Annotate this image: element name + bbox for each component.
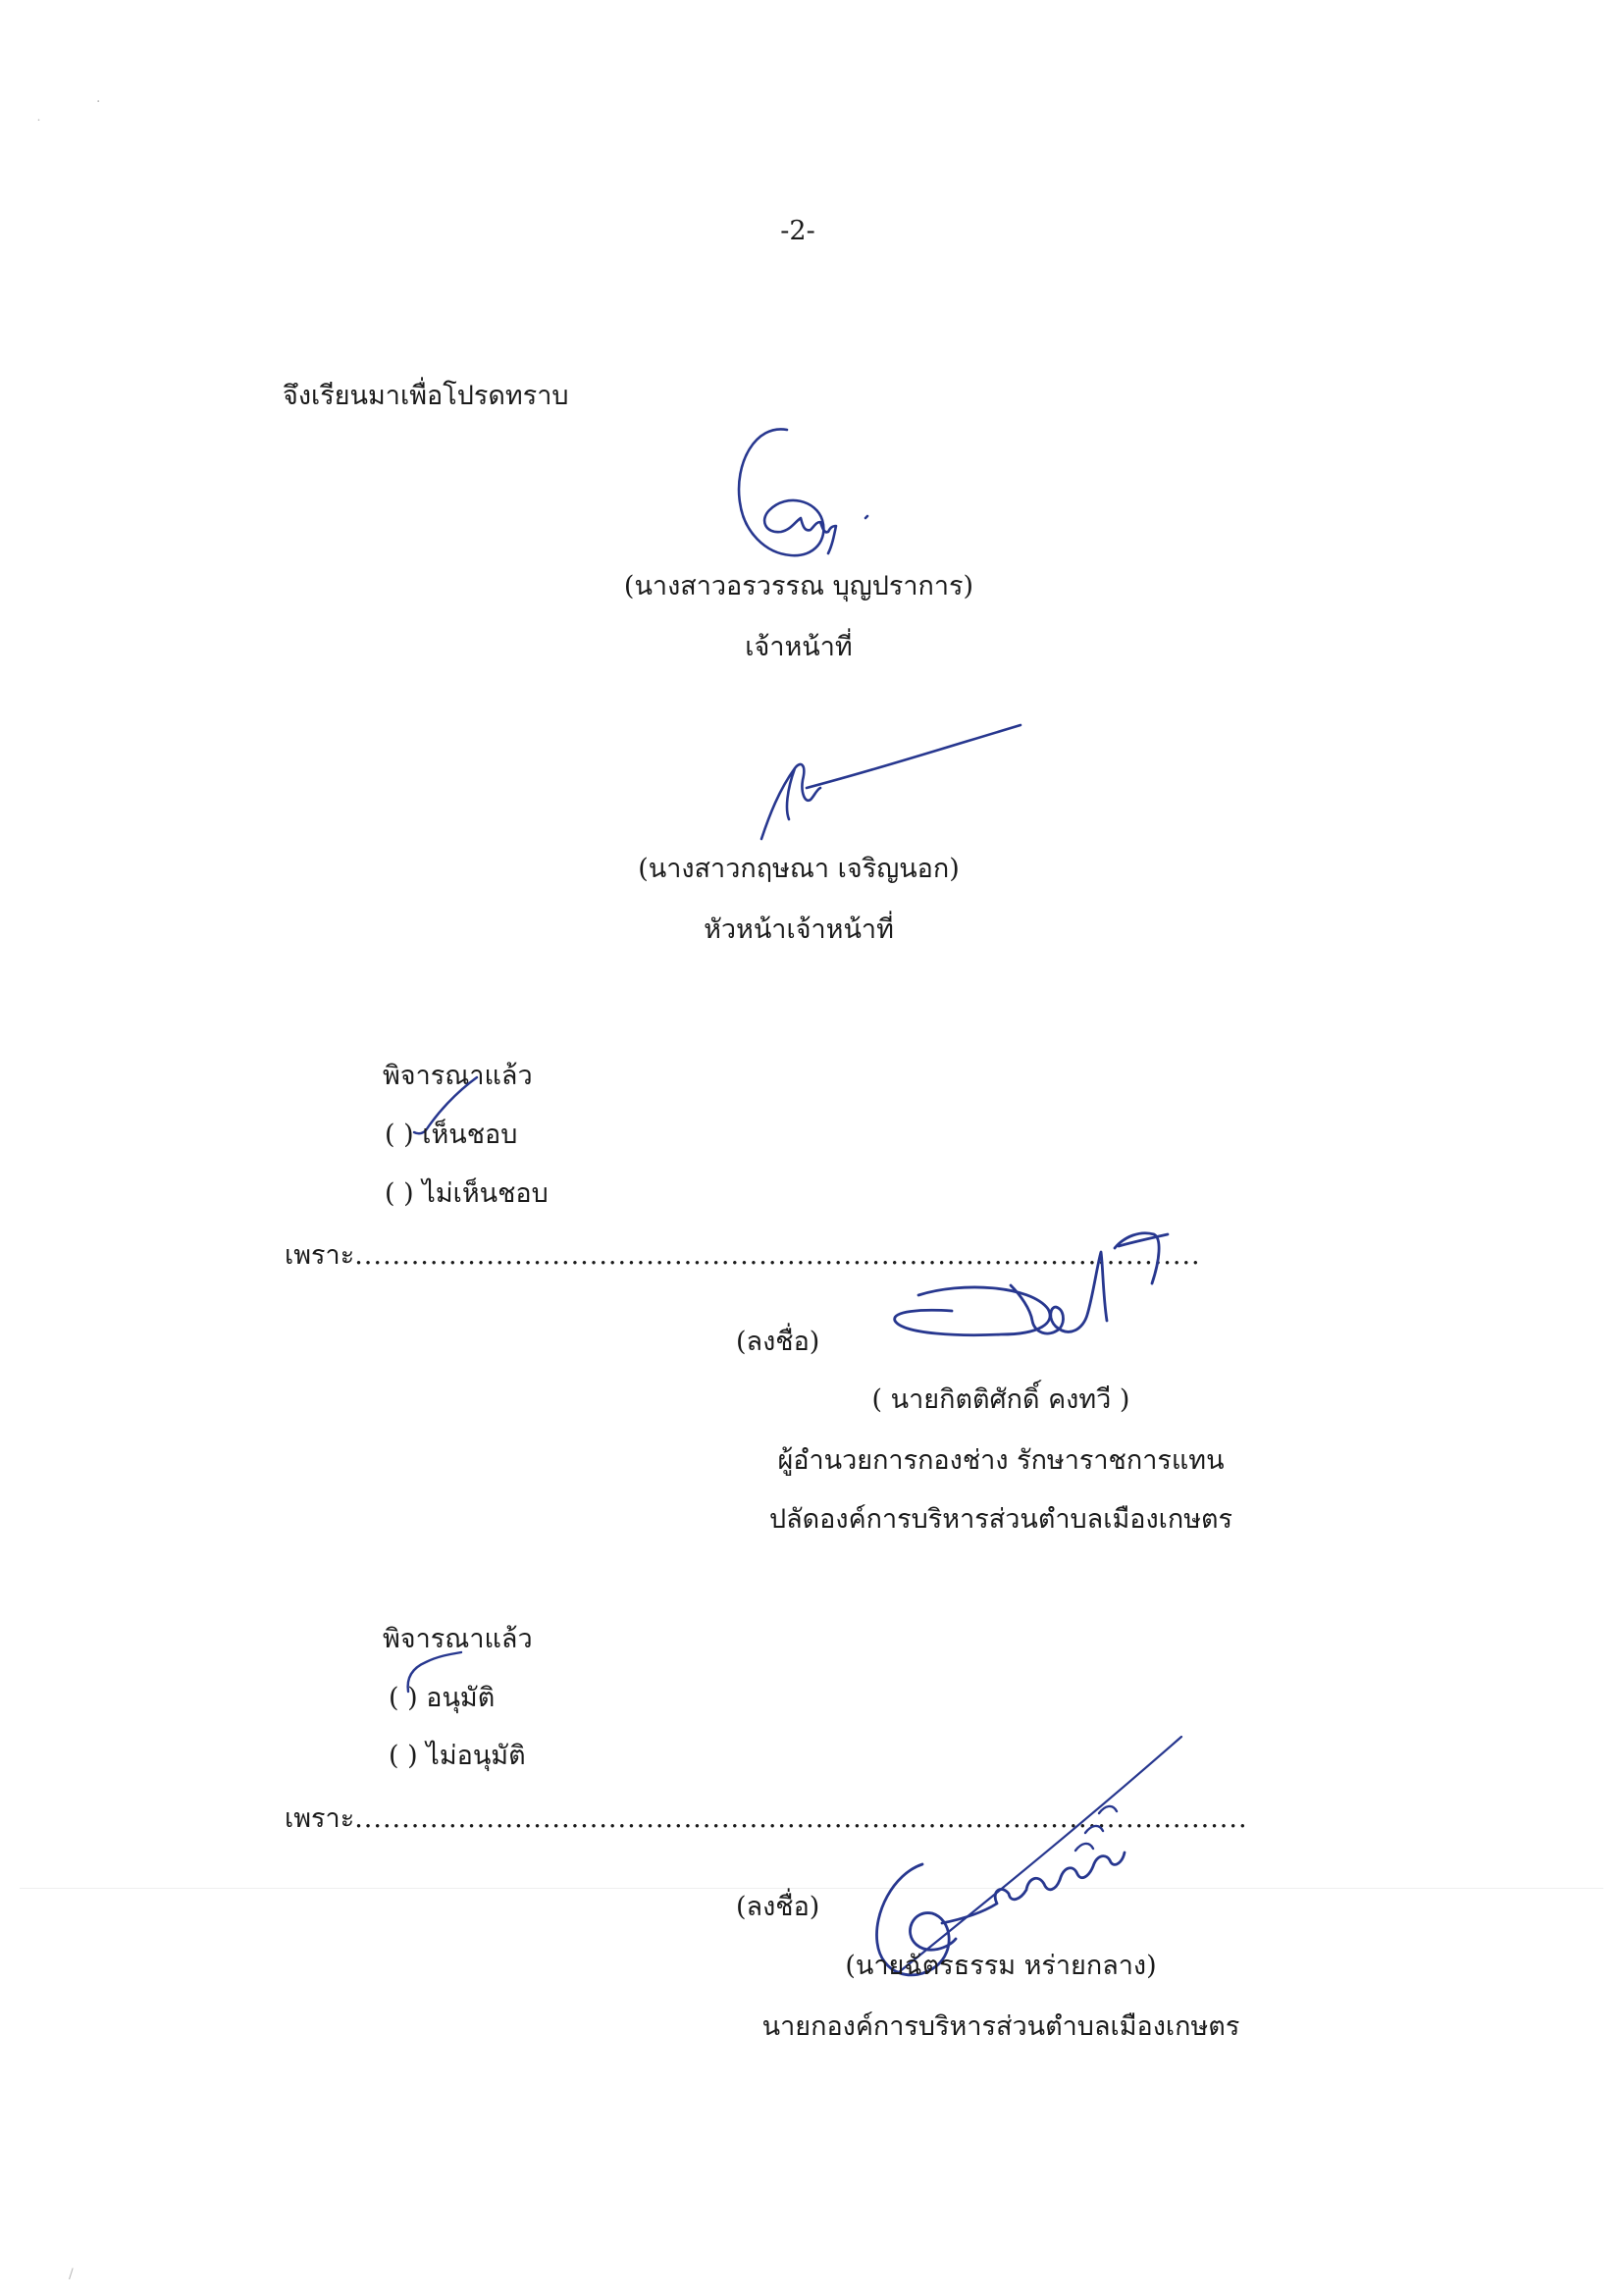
signer-1-name: (นางสาวอรวรรณ บุญปราการ) [623, 571, 974, 601]
closing-line: จึงเรียนมาเพื่อโปรดทราบ [283, 381, 569, 411]
review-1-sign-label: (ลงชื่อ) [736, 1327, 820, 1357]
review-1-option-approve-label: เห็นชอบ [422, 1120, 518, 1150]
signer-2-name: (นางสาวกฤษณา เจริญนอก) [638, 854, 960, 884]
review-2-reason-dots: ............................................................................................... [354, 1803, 1248, 1834]
signer-2-position: หัวหน้าเจ้าหน้าที่ [704, 914, 894, 945]
review-1-option-approve-mark: ( ) [385, 1120, 414, 1150]
scan-speck: ˙ [35, 118, 42, 133]
review-2-option-reject-label: ไม่อนุมัติ [426, 1741, 526, 1771]
review-2-option-reject-mark: ( ) [389, 1741, 418, 1771]
review-2-heading: พิจารณาแล้ว [383, 1624, 533, 1654]
review-2-option-reject [389, 1743, 526, 1769]
handwritten-signature-1 [726, 424, 883, 571]
review-1-option-approve [385, 1122, 517, 1148]
review-1-reason-label: เพราะ [285, 1240, 355, 1271]
handwritten-signature-2 [756, 721, 1030, 849]
review-1-signer-title-1: ผู้อำนวยการกองช่าง รักษาราชการแทน [777, 1445, 1225, 1476]
review-2-option-approve [389, 1685, 495, 1711]
review-1-signer-name: ( นายกิตติศักดิ์ คงทวี ) [871, 1384, 1130, 1415]
review-2-option-approve-label: อนุมัติ [426, 1683, 496, 1713]
review-1-option-reject [385, 1180, 549, 1207]
signer-1-position: เจ้าหน้าที่ [745, 632, 853, 662]
scan-fold-line [20, 1888, 1603, 1889]
review-1-reason-dots: .......................................................................................... [354, 1240, 1201, 1271]
review-1-heading: พิจารณาแล้ว [383, 1061, 533, 1091]
page-number: -2- [780, 216, 815, 246]
handwritten-signature-3 [883, 1226, 1187, 1364]
review-2-signer-title-1: นายกองค์การบริหารส่วนตำบลเมืองเกษตร [761, 2011, 1240, 2042]
scan-speck: / [69, 2267, 74, 2282]
review-2-option-approve-mark: ( ) [389, 1683, 418, 1713]
review-1-option-reject-label: ไม่เห็นชอบ [422, 1178, 549, 1209]
scan-speck: · [96, 94, 101, 110]
review-2-signer-name: (นายฉัตรธรรม หร่ายกลาง) [845, 1951, 1157, 1981]
review-2-sign-label: (ลงชื่อ) [736, 1892, 820, 1922]
review-1-signer-title-2: ปลัดองค์การบริหารส่วนตำบลเมืองเกษตร [768, 1504, 1233, 1535]
review-1-option-reject-mark: ( ) [385, 1178, 414, 1209]
review-2-reason-label: เพราะ [285, 1803, 355, 1834]
